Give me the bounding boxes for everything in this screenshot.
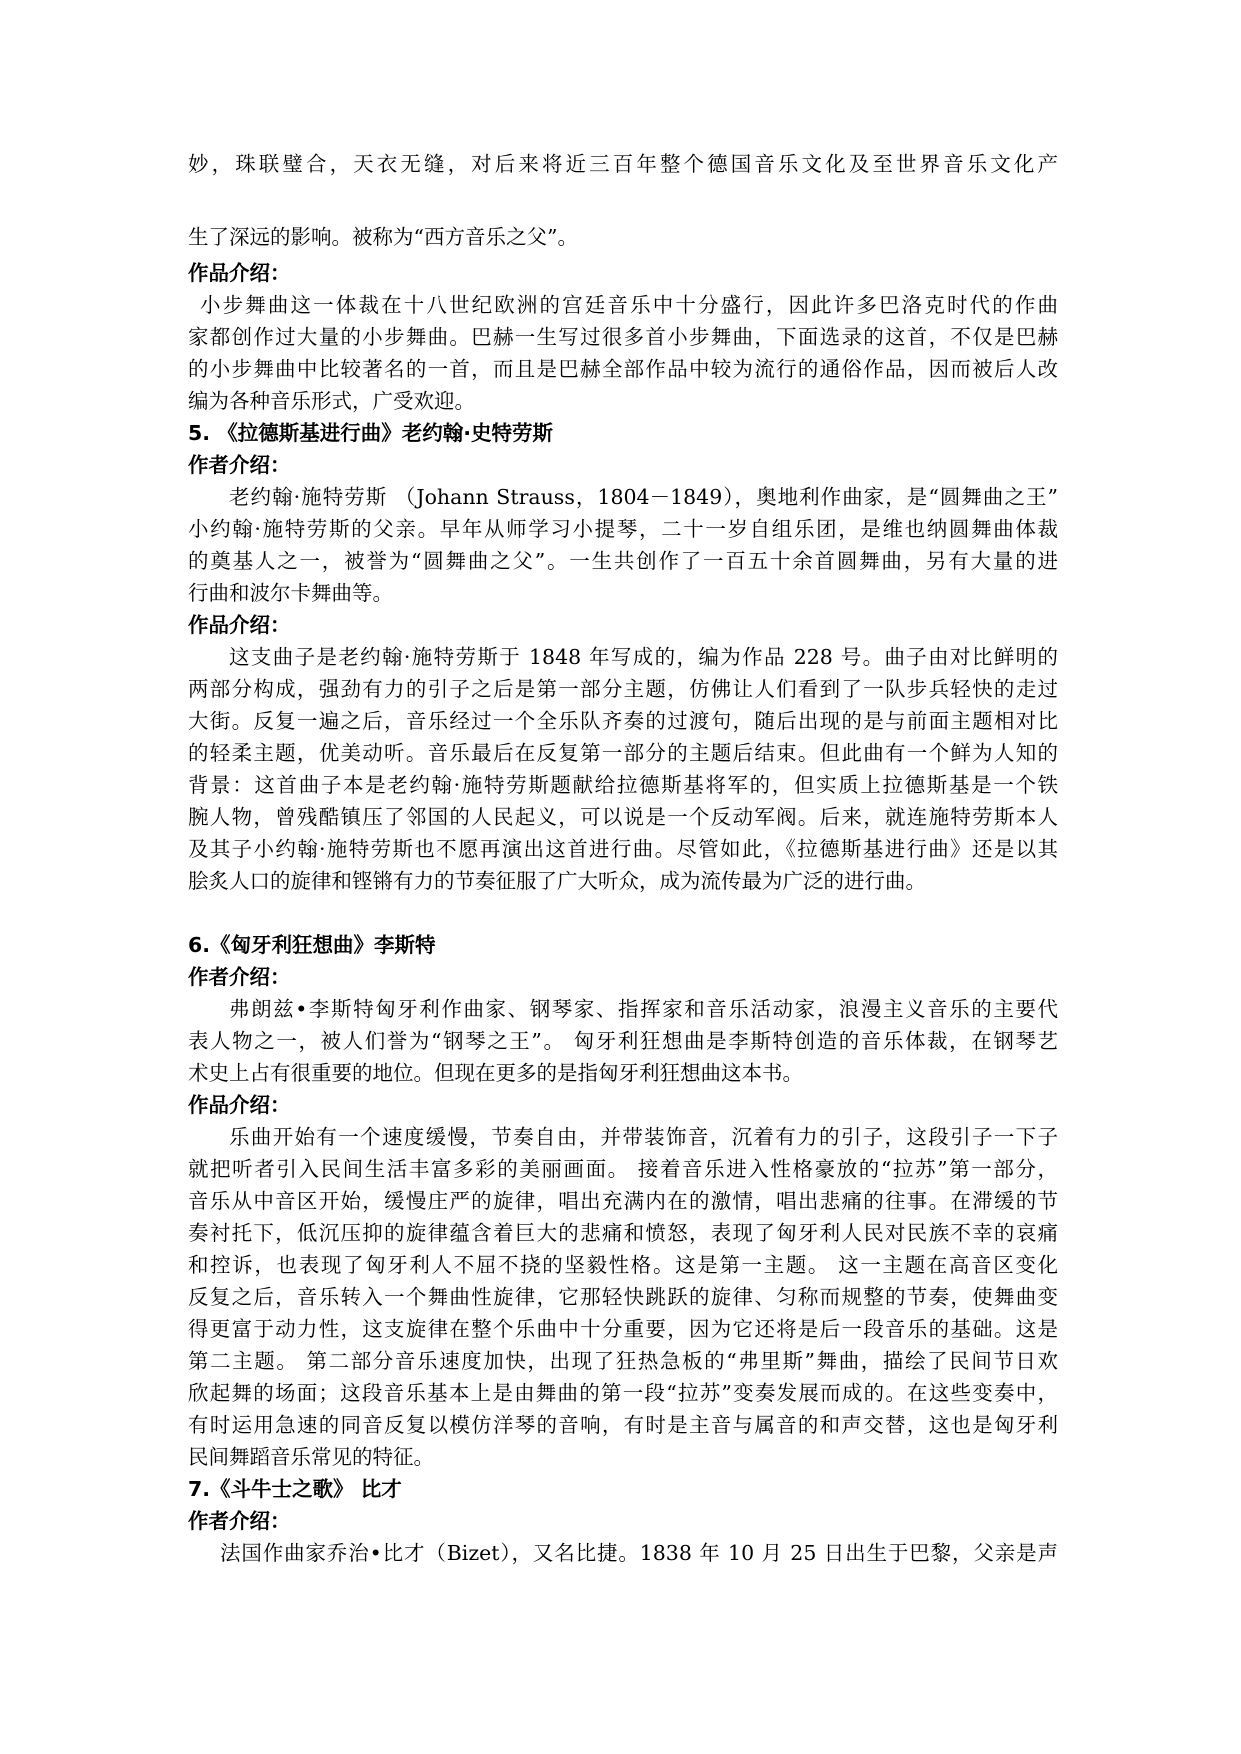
body-line: 老约翰·施特劳斯 （Johann Strauss，1804－1849），奥地利作曲家，是“圆舞曲之王” <box>229 485 1058 509</box>
body-line: 奏衬托下，低沉压抑的旋律蕴含着巨大的悲痛和愤怒，表现了匈牙利人民对民族不幸的哀痛 <box>188 1221 1058 1245</box>
body-line: 这支曲子是老约翰·施特劳斯于 1848 年写成的，编为作品 228 号。曲子由对比鲜明的 <box>229 645 1058 669</box>
section-title: 5. 《拉德斯基进行曲》老约翰·史特劳斯 <box>188 421 553 445</box>
body-line: 小约翰·施特劳斯的父亲。早年从师学习小提琴，二十一岁自组乐团，是维也纳圆舞曲体裁 <box>188 517 1058 541</box>
body-line: 乐曲开始有一个速度缓慢，节奏自由，并带装饰音，沉着有力的引子，这段引子一下子 <box>229 1125 1058 1149</box>
section-title: 7.《斗牛士之歌》 比才 <box>188 1477 402 1501</box>
body-line: 弗朗兹•李斯特匈牙利作曲家、钢琴家、指挥家和音乐活动家，浪漫主义音乐的主要代 <box>229 997 1058 1021</box>
body-line: 民间舞蹈音乐常见的特征。 <box>188 1445 434 1469</box>
body-line: 妙，珠联璧合，天衣无缝，对后来将近三百年整个德国音乐文化及至世界音乐文化产 <box>188 152 1058 176</box>
body-line: 就把听者引入民间生活丰富多彩的美丽画面。 接着音乐进入性格豪放的“拉苏”第一部分， <box>188 1157 1058 1181</box>
work-intro-label: 作品介绍： <box>188 1093 291 1117</box>
body-line: 表人物之一，被人们誉为“钢琴之王”。 匈牙利狂想曲是李斯特创造的音乐体裁，在钢琴艺 <box>188 1029 1058 1053</box>
body-line: 生了深远的影响。被称为“西方音乐之父”。 <box>188 225 578 249</box>
body-line: 的小步舞曲中比较著名的一首，而且是巴赫全部作品中较为流行的通俗作品，因而被后人改 <box>188 357 1058 381</box>
body-line: 大街。反复一遍之后，音乐经过一个全乐队齐奏的过渡句，随后出现的是与前面主题相对比 <box>188 709 1058 733</box>
body-line: 背景：这首曲子本是老约翰·施特劳斯题献给拉德斯基将军的，但实质上拉德斯基是一个铁 <box>188 773 1058 797</box>
body-line: 音乐从中音区开始，缓慢庄严的旋律，唱出充满内在的激情，唱出悲痛的往事。在滞缓的节 <box>188 1189 1058 1213</box>
section-title: 6.《匈牙利狂想曲》李斯特 <box>188 933 436 957</box>
body-line: 法国作曲家乔治•比才（Bizet），又名比捷。1838 年 10 月 25 日出生于巴黎，父亲是声 <box>220 1541 1058 1565</box>
body-line: 有时运用急速的同音反复以模仿洋琴的音响，有时是主音与属音的和声交替，这也是匈牙利 <box>188 1413 1058 1437</box>
author-intro-label: 作者介绍： <box>188 965 291 989</box>
body-line: 反复之后，音乐转入一个舞曲性旋律，它那轻快跳跃的旋律、匀称而规整的节奏，使舞曲变 <box>188 1285 1058 1309</box>
body-line: 和控诉，也表现了匈牙利人不屈不挠的坚毅性格。这是第一主题。 这一主题在高音区变化 <box>188 1253 1058 1277</box>
body-line: 家都创作过大量的小步舞曲。巴赫一生写过很多首小步舞曲，下面选录的这首，不仅是巴赫 <box>188 325 1058 349</box>
work-intro-label: 作品介绍： <box>188 613 291 637</box>
body-line: 术史上占有很重要的地位。但现在更多的是指匈牙利狂想曲这本书。 <box>188 1061 803 1085</box>
body-line: 欣起舞的场面；这段音乐基本上是由舞曲的第一段“拉苏”变奏发展而成的。在这些变奏中， <box>188 1381 1058 1405</box>
body-line: 的轻柔主题，优美动听。音乐最后在反复第一部分的主题后结束。但此曲有一个鲜为人知的 <box>188 741 1058 765</box>
body-line: 两部分构成，强劲有力的引子之后是第一部分主题，仿佛让人们看到了一队步兵轻快的走过 <box>188 677 1058 701</box>
body-line: 小步舞曲这一体裁在十八世纪欧洲的宫廷音乐中十分盛行，因此许多巴洛克时代的作曲 <box>200 293 1058 317</box>
body-line: 编为各种音乐形式，广受欢迎。 <box>188 389 475 413</box>
body-line: 脍炙人口的旋律和铿锵有力的节奏征服了广大听众，成为流传最为广泛的进行曲。 <box>188 869 926 893</box>
author-intro-label: 作者介绍： <box>188 453 291 477</box>
body-line: 第二主题。 第二部分音乐速度加快，出现了狂热急板的“弗里斯”舞曲，描绘了民间节日欢 <box>188 1349 1058 1373</box>
body-line: 得更富于动力性，这支旋律在整个乐曲中十分重要，因为它还将是后一段音乐的基础。这是 <box>188 1317 1058 1341</box>
body-line: 的奠基人之一，被誉为“圆舞曲之父”。一生共创作了一百五十余首圆舞曲，另有大量的进 <box>188 549 1058 573</box>
author-intro-label: 作者介绍： <box>188 1509 291 1533</box>
body-line: 及其子小约翰·施特劳斯也不愿再演出这首进行曲。尽管如此，《拉德斯基进行曲》还是以其 <box>188 837 1058 861</box>
body-line: 行曲和波尔卡舞曲等。 <box>188 581 393 605</box>
body-line: 腕人物，曾残酷镇压了邻国的人民起义，可以说是一个反动军阀。后来，就连施特劳斯本人 <box>188 805 1058 829</box>
work-intro-label: 作品介绍： <box>188 261 291 285</box>
